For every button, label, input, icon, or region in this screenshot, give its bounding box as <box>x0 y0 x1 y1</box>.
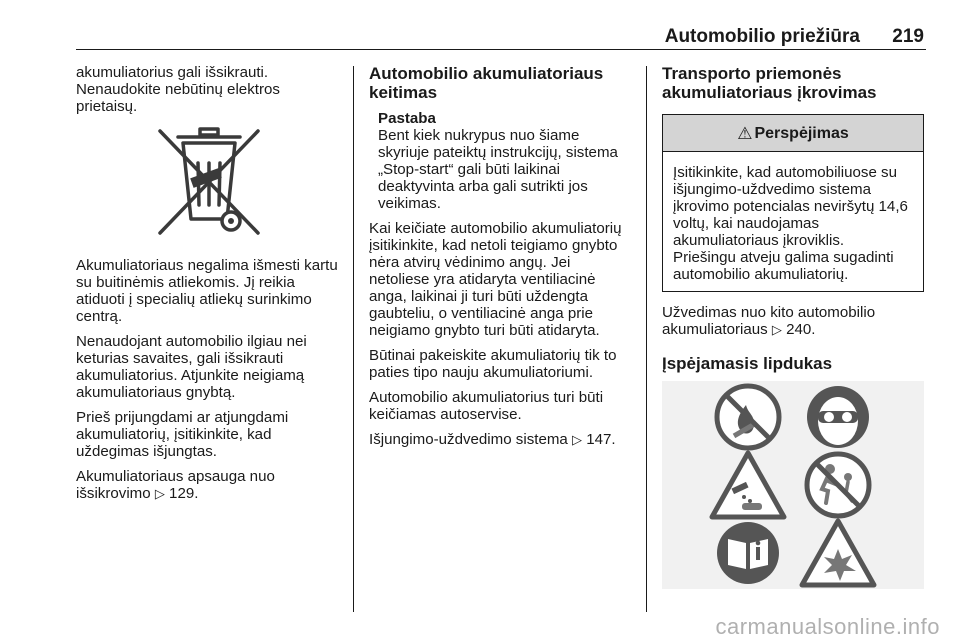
column-divider-2 <box>646 66 647 612</box>
paragraph: Užvedimas nuo kito automobilio akumuliatoriaus ▷ 240. <box>662 304 876 338</box>
paragraph: akumuliatorius gali išsikrauti. Nenaudokite nebūtinų elektros prietaisų. <box>76 64 280 115</box>
explosive-hazard-icon <box>802 521 874 585</box>
warning-label-figure <box>662 381 924 589</box>
paragraph: Akumuliatoriaus apsauga nuo išsikrovimo ▷ 129. <box>76 468 275 502</box>
crossed-bin-figure <box>76 123 341 247</box>
paragraph: Būtinai pakeiskite akumuliatorių tik to paties tipo nauju akumuliatoriumi. <box>369 347 617 381</box>
paragraph: Išjungimo-uždvedimo sistema ▷ 147. <box>369 431 616 448</box>
warning-triangle-icon: ⚠ <box>737 123 753 143</box>
note-box <box>369 110 634 212</box>
column-1 <box>76 64 341 510</box>
watermark-text: carmanualsonline.info <box>715 614 940 639</box>
warning-body <box>663 152 923 291</box>
warning-title: Perspėjimas <box>754 124 849 142</box>
warning-text: Priešingu atveju galima sugadinti automobilio akumuliatorių. <box>673 249 894 283</box>
page-ref-arrow-icon: ▷ <box>572 432 583 447</box>
page-number: 219 <box>892 26 924 47</box>
paragraph: Nenaudojant automobilio ilgiau nei keturias savaites, gali išsikrauti akumuliatorius. Atjunkite neigiamą akumuliatoriaus gnybtą. <box>76 333 307 401</box>
keep-children-away-icon <box>807 454 869 516</box>
section-heading: Įspėjamasis lipdukas <box>662 354 833 373</box>
paragraph: Kai keičiate automobilio akumuliatorių įsitikinkite, kad netoli teigiamo gnybto nėra atvirų vėdinimo angų. Jei netoliese yra atidaryta ventiliacinė anga, laikinai ji turi būti uždengta gaubteliu, o ventiliacinė anga prie neigiamo gnybto turi būti atidaryta. <box>369 220 622 339</box>
header-rule <box>76 49 926 50</box>
acid-hazard-icon <box>712 453 784 517</box>
eye-protection-icon <box>807 386 869 448</box>
page-reference-link[interactable]: 147. <box>586 431 616 448</box>
warning-header <box>663 115 923 152</box>
paragraph: Akumuliatoriaus negalima išmesti kartu su buitinėmis atliekomis. Jį reikia atiduoti į specialių atliekų surinkimo centrą. <box>76 257 338 325</box>
column-3 <box>662 64 924 589</box>
column-2 <box>369 64 634 456</box>
page-reference-link[interactable]: 129. <box>169 485 199 502</box>
note-title: Pastaba <box>378 110 436 127</box>
page-ref-arrow-icon: ▷ <box>771 322 782 337</box>
note-text: Bent kiek nukrypus nuo šiame skyriuje pateiktų instrukcijų, sistema „Stop-start“ gali būti laikinai deaktyvinta arba gali sutrikti jos veikimas. <box>378 127 618 212</box>
page-ref-arrow-icon: ▷ <box>154 486 165 501</box>
warning-box <box>662 114 924 292</box>
section-heading: Automobilio akumuliatoriaus keitimas <box>369 64 604 102</box>
read-manual-icon <box>717 522 779 584</box>
no-open-flame-icon <box>717 386 779 448</box>
column-divider-1 <box>353 66 354 612</box>
section-heading: Transporto priemonės akumuliatoriaus įkrovimas <box>662 64 877 102</box>
page-reference-link[interactable]: 240. <box>786 321 816 338</box>
paragraph: Automobilio akumuliatorius turi būti keičiamas autoservise. <box>369 389 604 423</box>
page-header-title: Automobilio priežiūra <box>664 26 860 47</box>
paragraph: Prieš prijungdami ar atjungdami akumuliatorių, įsitikinkite, kad uždegimas išjungtas. <box>76 409 289 460</box>
warning-label-pictograms <box>698 381 888 589</box>
warning-text: Įsitikinkite, kad automobiliuose su išjungimo-uždvedimo sistema įkrovimo potencialas neviršytų 14,6 voltų, kai naudojamas akumuliatoriaus įkroviklis. <box>673 164 908 249</box>
crossed-out-bin-icon <box>150 123 268 239</box>
